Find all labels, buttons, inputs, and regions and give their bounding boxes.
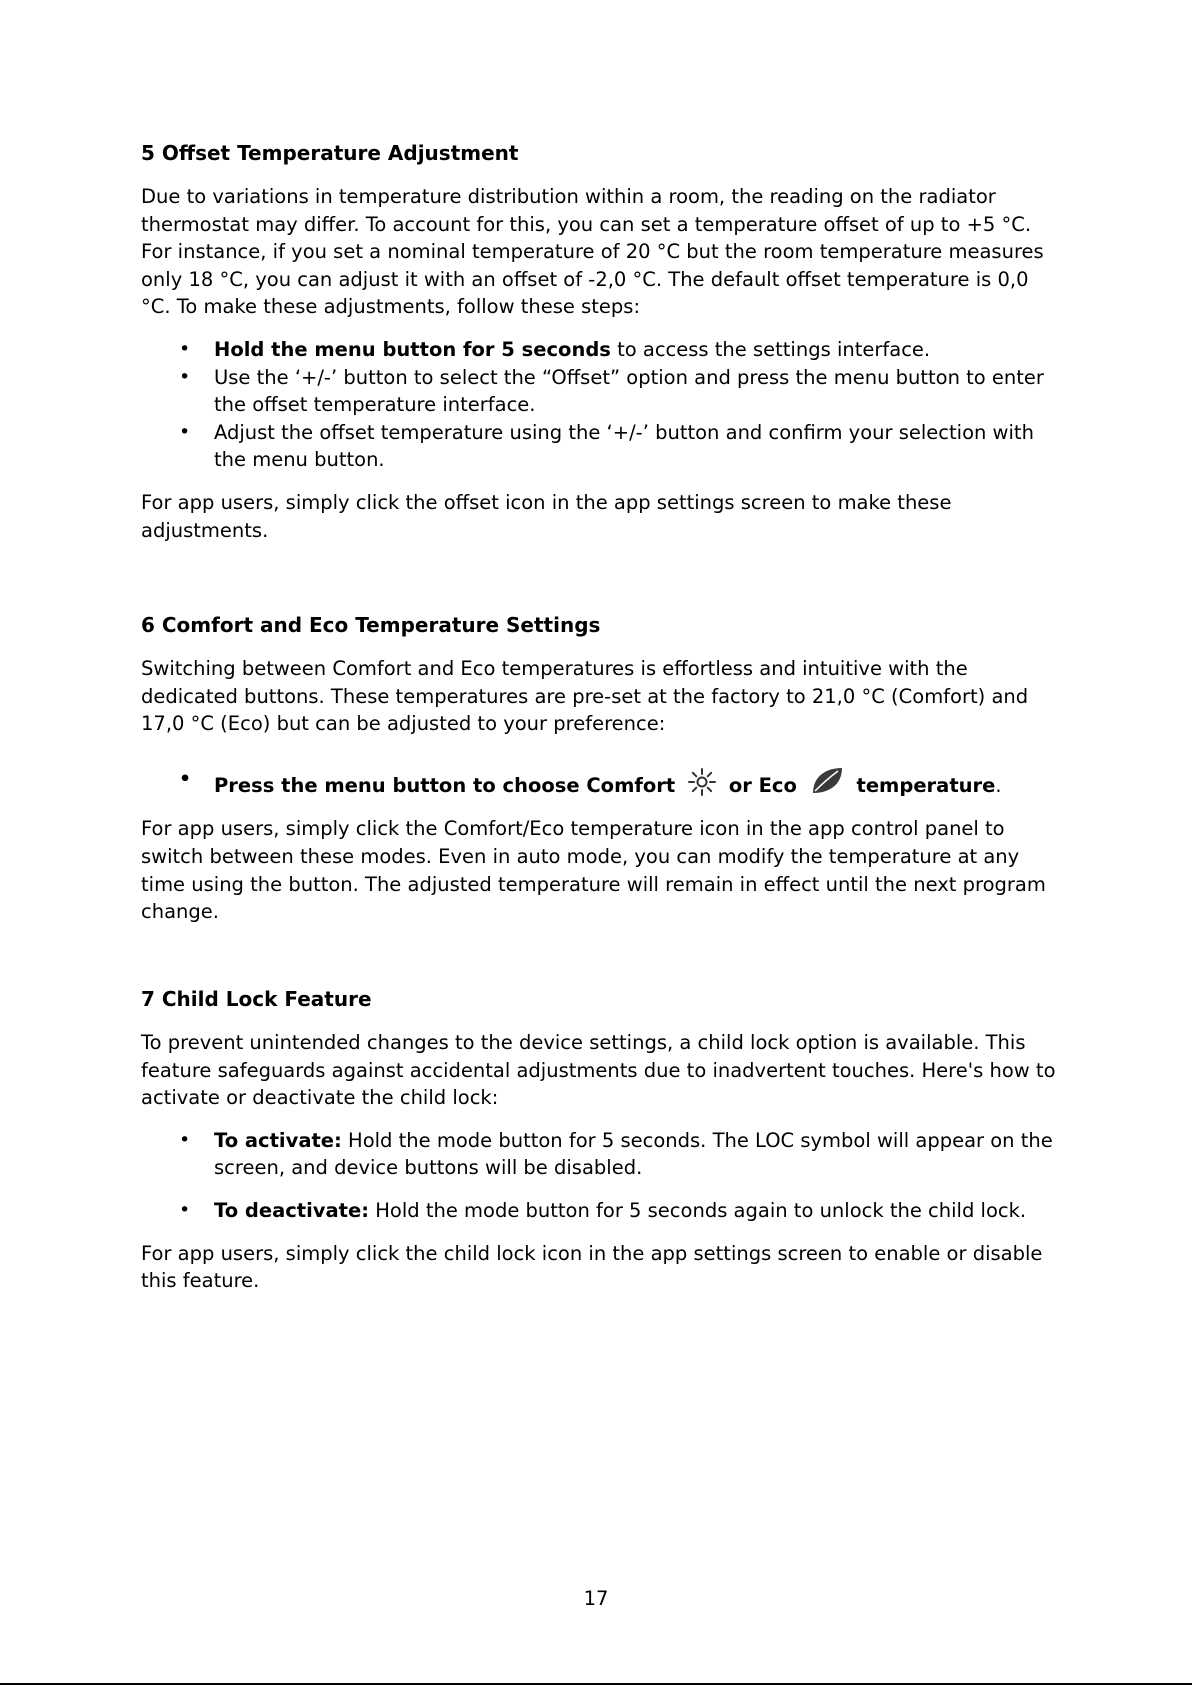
- list-item: [141, 1127, 1061, 1182]
- bullet-list-child-lock: [141, 1127, 1061, 1225]
- list-item-text: Hold the mode button for 5 seconds. The LOC symbol will appear on the screen, and device buttons will be disabled.: [214, 1128, 1053, 1180]
- list-item-text: to access the settings interface.: [610, 337, 931, 361]
- list-item: [141, 364, 1061, 419]
- list-item-bold: Hold the menu button for 5 seconds: [214, 337, 611, 361]
- paragraph-child-lock-outro: For app users, simply click the child lock icon in the app settings screen to enable or disable this feature.: [141, 1241, 1043, 1293]
- section-offset: [141, 139, 1061, 544]
- list-item: [141, 336, 1061, 364]
- bullet-list-offset: [141, 336, 1061, 474]
- comfort-eco-text-end: .: [995, 773, 1002, 797]
- section-child-lock: [141, 985, 1061, 1295]
- list-item-bold: To deactivate:: [214, 1198, 370, 1222]
- section-heading-child-lock: 7 Child Lock Feature: [141, 987, 372, 1011]
- list-item-text: Adjust the offset temperature using the ‘+/-’ button and confirm your selection with the menu button.: [214, 420, 1034, 472]
- list-item-bold: To activate:: [214, 1128, 342, 1152]
- paragraph-offset-intro: Due to variations in temperature distribution within a room, the reading on the radiator thermostat may differ. To account for this, you can set a temperature offset of up to +5 °C. For instance, if you set a nominal temperature of 20 °C but the room temperature measures only 18 °C, you can adjust it with an offset of -2,0 °C. The default offset temperature is 0,0 °C. To make these adjustments, follow these steps:: [141, 185, 1044, 319]
- leaf-icon: [810, 766, 844, 804]
- comfort-eco-text-2: or Eco: [728, 773, 797, 797]
- list-item: [141, 1197, 1061, 1225]
- paragraph-child-lock-intro: To prevent unintended changes to the device settings, a child lock option is available. This feature safeguards against accidental adjustments due to inadvertent touches. Here's how to activate or deactivate the child lock:: [141, 1031, 1056, 1110]
- list-item: [141, 419, 1061, 474]
- sun-icon: [688, 768, 716, 804]
- section-comfort-eco: [141, 611, 1061, 926]
- comfort-eco-text-3: temperature: [856, 773, 996, 797]
- list-item: [141, 766, 1061, 804]
- paragraph-comfort-eco-intro: Switching between Comfort and Eco temperatures is effortless and intuitive with the dedicated buttons. These temperatures are pre-set at the factory to 21,0 °C (Comfort) and 17,0 °C (Eco) but can be adjusted to your preference:: [141, 657, 1029, 736]
- comfort-eco-text-1: Press the menu button to choose Comfort: [214, 773, 676, 797]
- paragraph-comfort-eco-outro: For app users, simply click the Comfort/Eco temperature icon in the app control panel to switch between these modes. Even in auto mode, you can modify the temperature at any time using the button. The adjusted temperature will remain in effect until the next program change.: [141, 817, 1046, 924]
- list-item-text: Use the ‘+/-’ button to select the “Offset” option and press the menu button to enter the offset temperature interface.: [214, 365, 1044, 417]
- paragraph-offset-outro: For app users, simply click the offset icon in the app settings screen to make these adjustments.: [141, 490, 952, 542]
- section-heading-comfort-eco: 6 Comfort and Eco Temperature Settings: [141, 613, 601, 637]
- bullet-list-comfort-eco: [141, 766, 1061, 804]
- list-item-text: Hold the mode button for 5 seconds again to unlock the child lock.: [369, 1198, 1027, 1222]
- section-heading-offset: 5 Offset Temperature Adjustment: [141, 141, 519, 165]
- page-number: 17: [583, 1587, 609, 1610]
